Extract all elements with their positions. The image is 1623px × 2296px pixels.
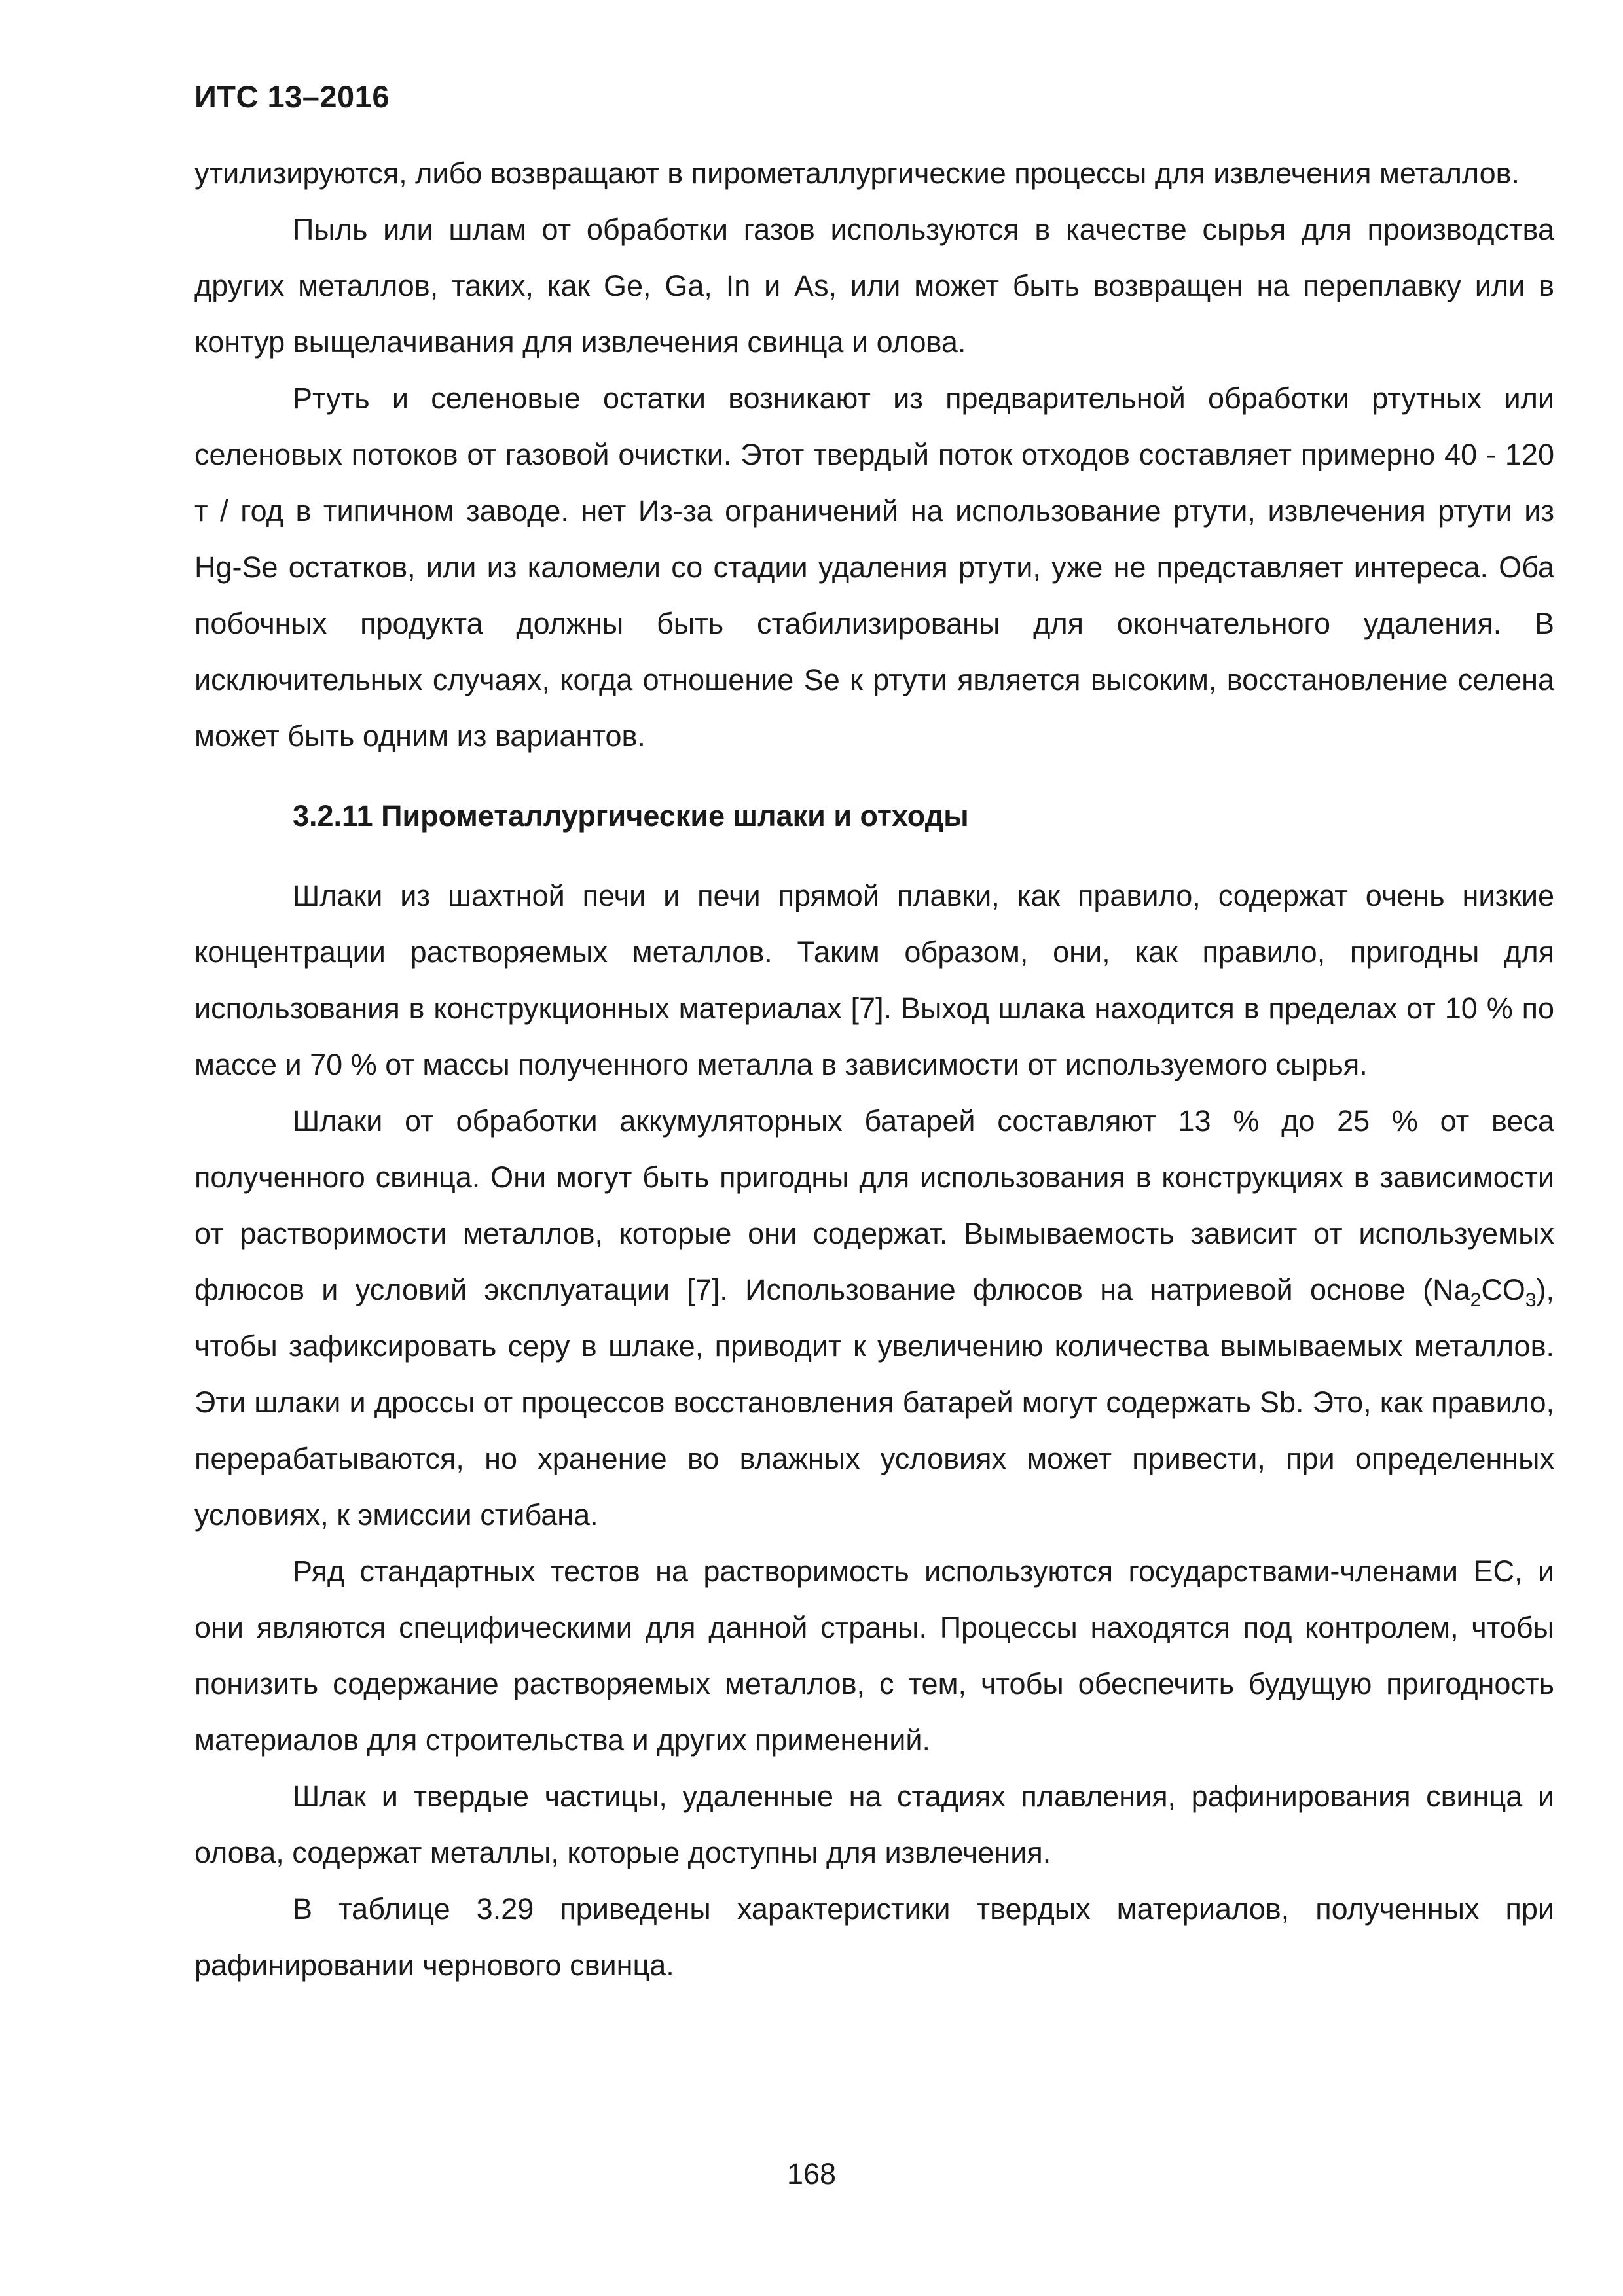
paragraph-slag-particles: Шлак и твердые частицы, удаленные на стадиях плавления, рафинирования свинца и олова, содержат металлы, которые доступны для извлечения.	[194, 1780, 1554, 1869]
paragraph-dust-sludge: Пыль или шлам от обработки газов используются в качестве сырья для производства других металлов, таких, как Ge, Ga, In и As, или может быть возвращен на переплавку или в контур выщелачивания для извлечения свинца и олова.	[194, 213, 1554, 359]
page-number: 168	[786, 2157, 837, 2191]
paragraph-mercury-selenium: Ртуть и селеновые остатки возникают из предварительной обработки ртутных или селеновых потоков от газовой очистки. Этот твердый поток отходов составляет примерно 40 - 120 т / год в типичном заводе. нет Из-за ограничений на использование ртути, извлечения ртути из Hg-Se остатков, или из каломели со стадии удаления ртути, уже не представляет интереса. Оба побочных продукта должны быть стабилизированы для окончательного удаления. В исключительных случаях, когда отношение Se к ртути является высоким, восстановление селена может быть одним из вариантов.	[194, 382, 1554, 753]
document-code-header: ИТС 13–2016	[194, 79, 390, 114]
paragraph-solubility-tests: Ряд стандартных тестов на растворимость используются государствами-членами ЕС, и они являются специфическими для данной страны. Процессы находятся под контролем, чтобы понизить содержание растворяемых металлов, с тем, чтобы обеспечить будущую пригодность материалов для строительства и других применений.	[194, 1554, 1554, 1757]
paragraph-slags-furnace: Шлаки из шахтной печи и печи прямой плавки, как правило, содержат очень низкие концентрации растворяемых металлов. Таким образом, они, как правило, пригодны для использования в конструкционных материалах [7]. Выход шлака находится в пределах от 10 % по массе и 70 % от массы полученного металла в зависимости от используемого сырья.	[194, 879, 1554, 1081]
paragraph-continuation: утилизируются, либо возвращают в пирометаллургические процессы для извлечения металлов.	[194, 156, 1520, 190]
paragraph-text: ), чтобы зафиксировать серу в шлаке, приводит к увеличению количества вымываемых металлов. Эти шлаки и дроссы от процессов восстановления батарей могут содержать Sb. Это, как правило, перерабатываются, но хранение во влажных условиях может привести, при определенных условиях, к эмиссии стибана.	[194, 1273, 1554, 1532]
paragraph-table-reference: В таблице 3.29 приведены характеристики твердых материалов, полученных при рафинировании чернового свинца.	[194, 1892, 1554, 1982]
page-body	[194, 145, 1554, 1994]
paragraph-text: CO	[1481, 1273, 1525, 1306]
paragraph-text: Шлаки от обработки аккумуляторных батарей составляют 13 % до 25 % от веса полученного свинца. Они могут быть пригодны для использования в конструкциях в зависимости от растворимости металлов, которые они содержат. Вымываемость зависит от используемых флюсов и условий эксплуатации [7]. Использование флюсов на натриевой основе (Na	[194, 1104, 1554, 1306]
section-heading: 3.2.11 Пирометаллургические шлаки и отходы	[293, 799, 969, 833]
subscript: 2	[1470, 1289, 1482, 1311]
paragraph-slags-batteries	[194, 1093, 1554, 1543]
subscript: 3	[1525, 1289, 1537, 1311]
